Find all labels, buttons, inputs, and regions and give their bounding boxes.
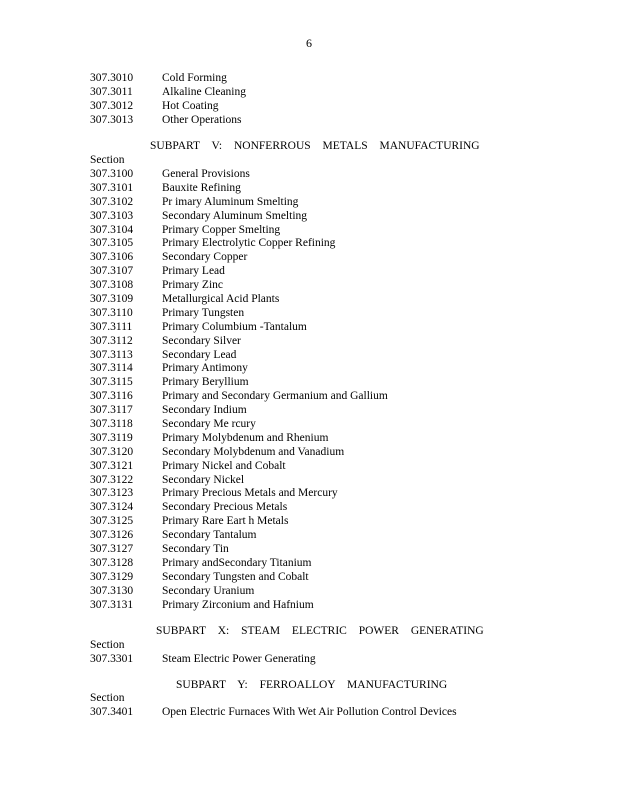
section-number: 307.3120 [90, 445, 134, 458]
section-number: 307.3010 [90, 72, 134, 84]
section-title: Secondary Precious Metals [162, 501, 288, 514]
section-title: Secondary Aluminum Smelting [162, 209, 308, 222]
section-title: Steam Electric Power Generating [162, 653, 316, 665]
section-title: Primary Beryllium [162, 376, 249, 389]
section-title: Other Operations [162, 113, 242, 126]
list-item [90, 432, 590, 446]
section-title: Primary Electrolytic Copper Refining [162, 237, 336, 250]
list-item [90, 321, 590, 335]
section-number: 307.3013 [90, 113, 134, 126]
section-title: Primary Zinc [162, 279, 223, 292]
section-number: 307.3126 [90, 529, 134, 542]
section-number: 307.3110 [90, 306, 133, 319]
list-item [90, 487, 590, 501]
section-title: Secondary Uranium [162, 584, 255, 597]
subpart-v-list [90, 168, 590, 613]
section-number: 307.3101 [90, 181, 134, 194]
list-item [90, 72, 590, 86]
section-number: 307.3114 [90, 362, 133, 375]
section-title: Primary andSecondary Titanium [162, 556, 312, 569]
list-item [90, 418, 590, 432]
section-title: Primary Zirconium and Hafnium [162, 598, 314, 611]
section-label: Section [90, 639, 125, 651]
list-item [90, 557, 590, 571]
section-number: 307.3104 [90, 223, 134, 236]
section-number: 307.3103 [90, 209, 134, 222]
section-title: Primary Tungsten [162, 306, 245, 319]
section-number: 307.3130 [90, 584, 134, 597]
list-item [90, 237, 590, 251]
section-number: 307.3128 [90, 556, 134, 569]
list-item [90, 307, 590, 321]
list-item [90, 251, 590, 265]
list-item [90, 362, 590, 376]
section-number: 307.3131 [90, 598, 134, 611]
section-number: 307.3105 [90, 237, 134, 250]
section-title: Primary Precious Metals and Mercury [162, 487, 338, 500]
section-title: Secondary Nickel [162, 473, 245, 486]
list-item [90, 168, 590, 182]
list-item [90, 599, 590, 613]
list-item [90, 293, 590, 307]
list-item [90, 182, 590, 196]
section-title: Secondary Silver [162, 334, 241, 347]
section-number: 307.3122 [90, 473, 134, 486]
subpart-y-list [90, 706, 590, 720]
section-title: Secondary Tungsten and Cobalt [162, 570, 309, 583]
section-title: Primary Copper Smelting [162, 223, 281, 236]
section-title: General Provisions [162, 168, 250, 180]
section-number: 307.3119 [90, 431, 133, 444]
section-title: Primary Columbium -Tantalum [162, 320, 307, 333]
list-item [90, 349, 590, 363]
section-title: Secondary Lead [162, 348, 237, 361]
section-title: Secondary Copper [162, 251, 248, 264]
section-number: 307.3401 [90, 706, 134, 718]
list-item [90, 279, 590, 293]
section-number: 307.3115 [90, 376, 133, 389]
list-item [90, 585, 590, 599]
list-item [90, 265, 590, 279]
list-item [90, 224, 590, 238]
section-title: Primary Rare Eart h Metals [162, 515, 289, 528]
section-title: Secondary Tin [162, 543, 229, 556]
section-title: Secondary Tantalum [162, 529, 257, 542]
section-number: 307.3012 [90, 99, 134, 112]
section-number: 307.3113 [90, 348, 133, 361]
list-item [90, 706, 590, 720]
section-label: Section [90, 692, 125, 704]
list-item [90, 404, 590, 418]
subpart-x-heading: SUBPART X: STEAM ELECTRIC POWER GENERATING [156, 625, 484, 637]
section-title: Open Electric Furnaces With Wet Air Pollution Control Devices [162, 706, 457, 718]
subpart-x-list [90, 653, 590, 667]
top-section-list [90, 72, 590, 128]
section-number: 307.3117 [90, 404, 133, 417]
section-number: 307.3107 [90, 265, 134, 278]
list-item [90, 210, 590, 224]
list-item [90, 515, 590, 529]
section-title: Primary Antimony [162, 362, 248, 375]
section-number: 307.3102 [90, 195, 134, 208]
list-item [90, 196, 590, 210]
section-title: Alkaline Cleaning [162, 85, 246, 98]
section-title: Metallurgical Acid Plants [162, 293, 280, 306]
page-number: 6 [306, 36, 312, 50]
subpart-v-heading: SUBPART V: NONFERROUS METALS MANUFACTURING [150, 140, 480, 152]
section-title: Bauxite Refining [162, 181, 241, 194]
section-title: Secondary Molybdenum and Vanadium [162, 445, 345, 458]
section-number: 307.3106 [90, 251, 134, 264]
list-item [90, 114, 590, 128]
section-title: Secondary Me rcury [162, 418, 256, 431]
section-number: 307.3118 [90, 418, 133, 431]
list-item [90, 376, 590, 390]
section-number: 307.3109 [90, 293, 134, 306]
list-item [90, 474, 590, 488]
section-number: 307.3121 [90, 459, 134, 472]
list-item [90, 446, 590, 460]
section-number: 307.3108 [90, 279, 134, 292]
section-number: 307.3123 [90, 487, 134, 500]
section-number: 307.3127 [90, 543, 134, 556]
section-number: 307.3100 [90, 168, 134, 180]
section-number: 307.3301 [90, 653, 134, 665]
list-item [90, 653, 590, 667]
list-item [90, 543, 590, 557]
section-number: 307.3112 [90, 334, 133, 347]
list-item [90, 529, 590, 543]
section-number: 307.3124 [90, 501, 134, 514]
section-title: Secondary Indium [162, 404, 247, 417]
list-item [90, 86, 590, 100]
section-number: 307.3011 [90, 85, 133, 98]
section-title: Cold Forming [162, 72, 227, 84]
section-title: Primary Lead [162, 265, 225, 278]
section-number: 307.3125 [90, 515, 134, 528]
section-title: Primary Molybdenum and Rhenium [162, 431, 329, 444]
section-number: 307.3116 [90, 390, 133, 403]
section-title: Pr imary Aluminum Smelting [162, 195, 299, 208]
section-number: 307.3111 [90, 320, 133, 333]
section-number: 307.3129 [90, 570, 134, 583]
list-item [90, 571, 590, 585]
subpart-y-heading: SUBPART Y: FERROALLOY MANUFACTURING [176, 679, 448, 691]
list-item [90, 501, 590, 515]
list-item [90, 335, 590, 349]
section-title: Primary Nickel and Cobalt [162, 459, 286, 472]
list-item [90, 460, 590, 474]
section-title: Primary and Secondary Germanium and Gallium [162, 390, 388, 403]
list-item [90, 390, 590, 404]
section-title: Hot Coating [162, 99, 219, 112]
list-item [90, 100, 590, 114]
section-label: Section [90, 154, 125, 166]
